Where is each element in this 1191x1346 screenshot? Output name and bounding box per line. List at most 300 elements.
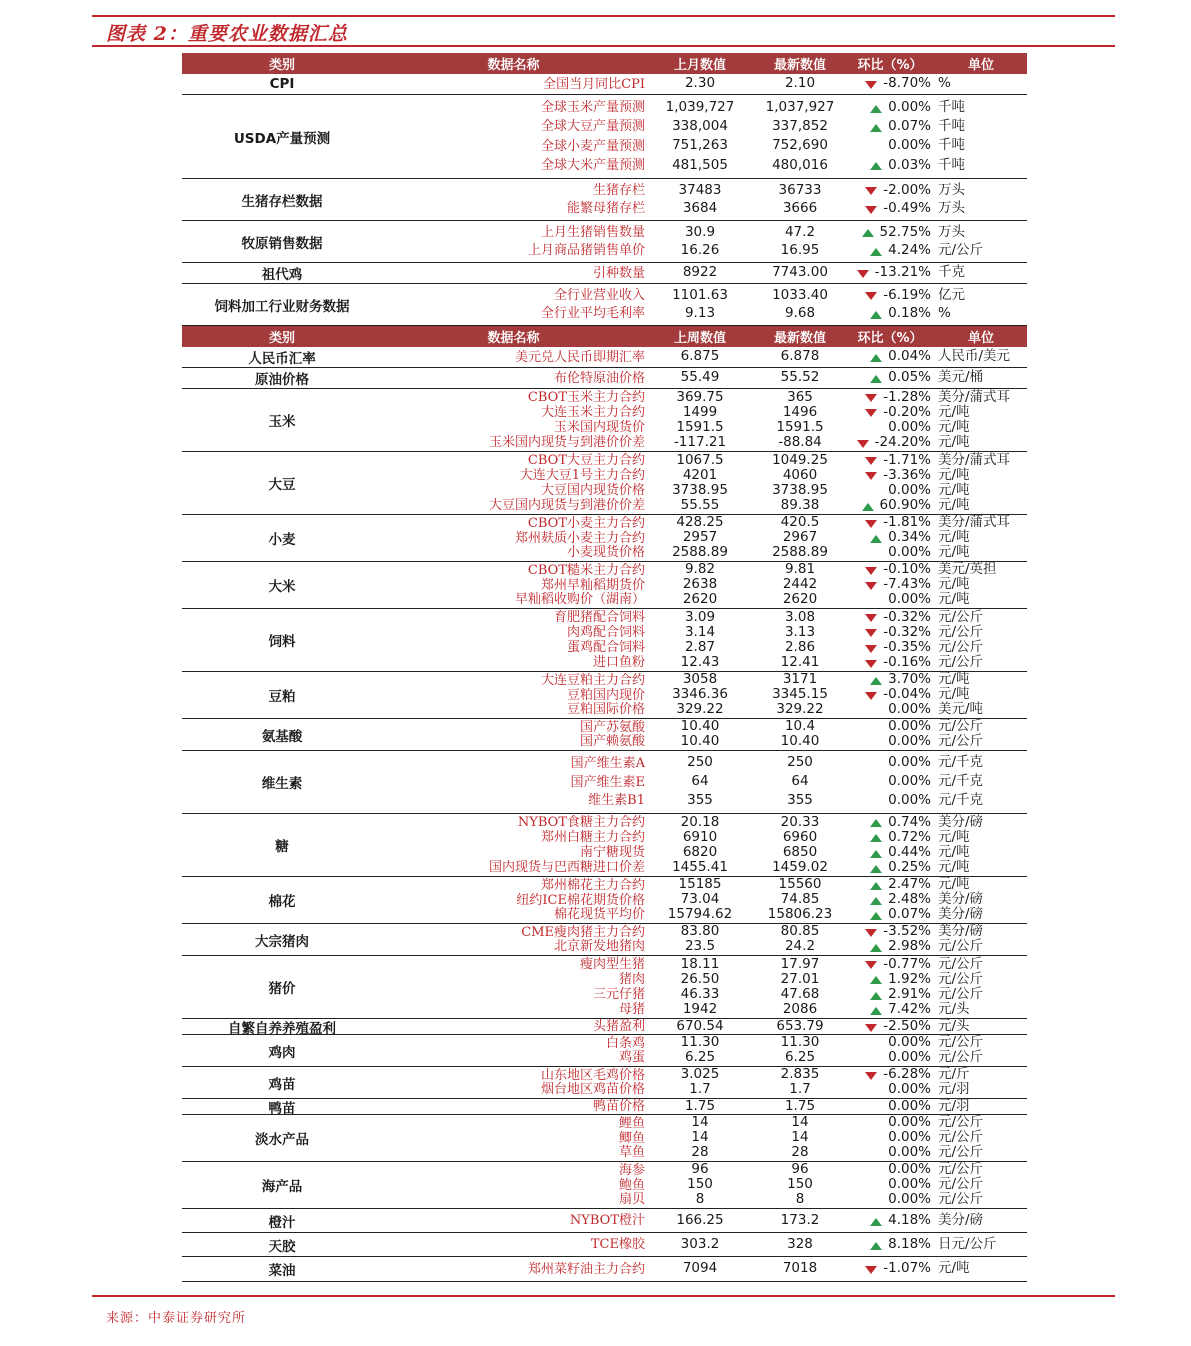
data-name-cell: 三元仔猪 bbox=[592, 987, 645, 1003]
triangle-down-shape bbox=[865, 472, 877, 480]
change-value: -1.71% bbox=[883, 451, 931, 468]
change-value: 0.00% bbox=[888, 1161, 931, 1178]
latest-value-cell: 3666 bbox=[782, 199, 818, 216]
change-cell bbox=[845, 955, 935, 972]
triangle-up-shape bbox=[870, 850, 882, 858]
latest-value-cell: 15560 bbox=[778, 876, 822, 893]
table-row bbox=[382, 451, 1027, 468]
table-row bbox=[382, 653, 1027, 671]
category-label: 天胶 bbox=[268, 1238, 296, 1255]
data-name-cell: 扇贝 bbox=[618, 1192, 645, 1208]
table-row bbox=[382, 893, 1027, 907]
latest-value-cell: 365 bbox=[787, 388, 813, 405]
table-row bbox=[382, 703, 1027, 717]
change-value: -0.04% bbox=[883, 686, 931, 703]
data-name-cell: 郑州菜籽油主力合约 bbox=[527, 1261, 645, 1277]
table-row bbox=[382, 418, 1027, 436]
change-value: 0.00% bbox=[888, 718, 931, 735]
table-row bbox=[382, 638, 1027, 656]
change-value: 0.34% bbox=[888, 529, 931, 546]
unit-cell: 元/公斤 bbox=[938, 733, 984, 750]
previous-value-cell: 2638 bbox=[682, 576, 718, 593]
category-label: 氨基酸 bbox=[261, 728, 303, 745]
unit-cell: 元/公斤 bbox=[938, 1034, 984, 1051]
change-value: -0.10% bbox=[883, 561, 931, 578]
category-group bbox=[182, 347, 1027, 368]
data-name-cell: 国产苏氨酸 bbox=[579, 719, 645, 735]
triangle-down-icon bbox=[865, 658, 879, 668]
change-cell bbox=[845, 266, 935, 280]
latest-value-cell: 1459.02 bbox=[772, 858, 828, 875]
triangle-up-icon bbox=[870, 880, 884, 890]
unit-cell: 元/公斤 bbox=[938, 1114, 984, 1131]
unit-cell: 元/公斤 bbox=[938, 1191, 984, 1208]
table-row bbox=[382, 985, 1027, 1003]
previous-value-cell: 46.33 bbox=[680, 985, 720, 1002]
triangle-up-icon bbox=[870, 1216, 884, 1226]
unit-cell: 元/公斤 bbox=[938, 1161, 984, 1178]
header-previous-value: 上月数值 bbox=[673, 58, 726, 73]
change-cell bbox=[845, 1211, 935, 1228]
previous-value-cell: 55.55 bbox=[680, 496, 720, 513]
triangle-up-icon bbox=[870, 832, 884, 842]
triangle-up-icon bbox=[870, 1005, 884, 1015]
change-cell bbox=[845, 466, 935, 483]
no-change-spacer bbox=[870, 141, 884, 151]
triangle-down-icon bbox=[865, 690, 879, 700]
change-cell bbox=[845, 304, 935, 321]
change-value: -3.36% bbox=[883, 466, 931, 483]
category-group bbox=[182, 1019, 1027, 1035]
table-row bbox=[382, 546, 1027, 560]
change-cell bbox=[845, 813, 935, 830]
change-cell bbox=[845, 735, 935, 749]
table-row bbox=[382, 1211, 1027, 1228]
change-cell bbox=[845, 653, 935, 670]
data-name-cell: CBOT小麦主力合约 bbox=[527, 515, 645, 531]
table-row bbox=[382, 1051, 1027, 1065]
triangle-up-shape bbox=[870, 976, 882, 984]
change-value: 0.00% bbox=[888, 1049, 931, 1066]
triangle-down-shape bbox=[865, 629, 877, 637]
latest-value-cell: 3738.95 bbox=[772, 481, 828, 498]
no-change-spacer bbox=[870, 758, 884, 768]
unit-cell: 美分/磅 bbox=[938, 891, 984, 908]
table-row bbox=[382, 1017, 1027, 1034]
no-change-spacer bbox=[870, 595, 884, 605]
triangle-up-shape bbox=[870, 354, 882, 362]
table-row bbox=[382, 1262, 1027, 1276]
category-label: 大豆 bbox=[268, 477, 296, 493]
latest-value-cell: 16.95 bbox=[780, 241, 820, 258]
agri-data-table bbox=[182, 53, 1027, 1282]
data-name-cell: 郑州早籼稻期货价 bbox=[540, 577, 645, 593]
data-name-cell: 全球小麦产量预测 bbox=[540, 138, 645, 154]
latest-value-cell: 2086 bbox=[782, 1000, 818, 1017]
latest-value-cell: 328 bbox=[787, 1235, 813, 1252]
latest-value-cell: 96 bbox=[791, 1161, 809, 1178]
no-change-spacer bbox=[870, 1053, 884, 1063]
previous-value-cell: 2.30 bbox=[684, 75, 716, 92]
change-cell bbox=[845, 98, 935, 115]
category-label: 小麦 bbox=[268, 532, 296, 548]
change-cell bbox=[845, 908, 935, 922]
previous-value-cell: 1591.5 bbox=[676, 418, 724, 435]
category-label: 饲料 bbox=[268, 634, 296, 650]
triangle-down-shape bbox=[865, 187, 877, 195]
change-cell bbox=[845, 1262, 935, 1276]
table-row bbox=[382, 1193, 1027, 1207]
data-name-cell: 小麦现货价格 bbox=[566, 545, 645, 561]
category-group bbox=[182, 562, 1027, 609]
unit-cell: 元/吨 bbox=[938, 544, 970, 561]
table-row bbox=[382, 304, 1027, 322]
unit-cell: 元/头 bbox=[938, 1017, 970, 1034]
change-value: 52.75% bbox=[879, 223, 931, 240]
data-name-cell: 鲍鱼 bbox=[618, 1177, 645, 1193]
category-group bbox=[182, 751, 1027, 814]
category-label: 鸡苗 bbox=[268, 1076, 296, 1093]
previous-value-cell: 30.9 bbox=[684, 223, 716, 240]
triangle-up-shape bbox=[870, 162, 882, 170]
unit-cell: 美元/吨 bbox=[938, 701, 984, 718]
unit-cell: 美分/蒲式耳 bbox=[938, 388, 1011, 405]
change-value: 0.00% bbox=[888, 773, 931, 790]
table-row bbox=[382, 908, 1027, 922]
unit-cell: 元/公斤 bbox=[938, 1144, 984, 1161]
data-name-cell: 豆粕国内现价 bbox=[566, 687, 645, 703]
category-label: 猪价 bbox=[268, 981, 296, 997]
unit-cell: 元/羽 bbox=[938, 1081, 970, 1098]
triangle-up-shape bbox=[870, 819, 882, 827]
change-cell bbox=[845, 1193, 935, 1207]
triangle-down-shape bbox=[865, 660, 877, 668]
table-row bbox=[382, 241, 1027, 259]
category-group bbox=[182, 814, 1027, 877]
unit-cell: 千吨 bbox=[938, 98, 965, 115]
data-name-cell: 大豆国内现货价格 bbox=[540, 483, 645, 499]
header-change: 环比（%） bbox=[857, 58, 923, 73]
change-cell bbox=[845, 481, 935, 498]
category-label: 原油价格 bbox=[255, 372, 309, 388]
triangle-up-shape bbox=[870, 1007, 882, 1015]
category-label: 糖 bbox=[275, 839, 289, 855]
unit-cell: 元/吨 bbox=[938, 433, 970, 450]
triangle-down-shape bbox=[865, 409, 877, 417]
triangle-down-icon bbox=[865, 1070, 879, 1080]
previous-value-cell: 14 bbox=[691, 1129, 709, 1146]
category-group bbox=[182, 609, 1027, 672]
data-name-cell: 山东地区毛鸡价格 bbox=[540, 1067, 645, 1083]
data-name-cell: CME瘦肉猪主力合约 bbox=[521, 924, 645, 940]
change-value: -1.07% bbox=[883, 1260, 931, 1277]
triangle-down-icon bbox=[865, 1022, 879, 1032]
data-name-cell: 国产维生素E bbox=[570, 774, 645, 790]
change-value: 1.92% bbox=[888, 970, 931, 987]
change-cell bbox=[845, 1163, 935, 1177]
title-top-rule bbox=[92, 15, 1115, 17]
latest-value-cell: 6960 bbox=[782, 828, 818, 845]
data-name-cell: 瘦肉型生猪 bbox=[579, 956, 645, 972]
latest-value-cell: 2588.89 bbox=[772, 544, 828, 561]
table-row bbox=[382, 531, 1027, 545]
title-bottom-rule bbox=[92, 45, 1115, 47]
previous-value-cell: 3738.95 bbox=[672, 481, 728, 498]
triangle-up-icon bbox=[870, 910, 884, 920]
previous-value-cell: 1101.63 bbox=[672, 286, 728, 303]
data-name-cell: 国内现货与巴西糖进口价差 bbox=[488, 860, 645, 876]
unit-cell: 美分/磅 bbox=[938, 923, 984, 940]
triangle-down-icon bbox=[865, 407, 879, 417]
table-row bbox=[382, 156, 1027, 173]
table-row bbox=[382, 286, 1027, 303]
triangle-down-icon bbox=[865, 455, 879, 465]
category-group bbox=[182, 368, 1027, 389]
latest-value-cell: 2442 bbox=[782, 576, 818, 593]
previous-value-cell: 3.09 bbox=[684, 608, 716, 625]
triangle-up-icon bbox=[870, 352, 884, 362]
change-value: 0.00% bbox=[888, 1097, 931, 1114]
latest-value-cell: 20.33 bbox=[780, 813, 820, 830]
unit-cell: 元/公斤 bbox=[938, 1129, 984, 1146]
change-cell bbox=[845, 496, 935, 513]
latest-value-cell: 9.68 bbox=[784, 304, 816, 321]
latest-value-cell: 10.4 bbox=[784, 718, 816, 735]
change-cell bbox=[845, 1116, 935, 1130]
latest-value-cell: 1,037,927 bbox=[765, 98, 835, 115]
table-row bbox=[382, 1131, 1027, 1145]
triangle-up-icon bbox=[870, 863, 884, 873]
category-label: 玉米 bbox=[268, 414, 296, 430]
change-value: 2.91% bbox=[888, 985, 931, 1002]
unit-cell: 日元/公斤 bbox=[938, 1235, 997, 1252]
latest-value-cell: 14 bbox=[791, 1129, 809, 1146]
change-cell bbox=[845, 828, 935, 845]
change-cell bbox=[845, 593, 935, 607]
table-row bbox=[382, 940, 1027, 954]
category-label: 维生素 bbox=[261, 776, 303, 792]
unit-cell: 元/吨 bbox=[938, 529, 970, 546]
triangle-up-icon bbox=[870, 1240, 884, 1250]
unit-cell: 万头 bbox=[938, 181, 965, 198]
previous-value-cell: 3058 bbox=[682, 671, 718, 688]
table-row bbox=[382, 878, 1027, 892]
change-value: 4.18% bbox=[888, 1211, 931, 1228]
previous-value-cell: 64 bbox=[691, 773, 709, 790]
triangle-down-shape bbox=[857, 440, 869, 448]
change-cell bbox=[845, 940, 935, 954]
table-row bbox=[382, 1116, 1027, 1130]
previous-value-cell: 428.25 bbox=[676, 514, 724, 531]
latest-value-cell: 2.10 bbox=[784, 75, 816, 92]
change-cell bbox=[845, 878, 935, 892]
triangle-down-shape bbox=[865, 961, 877, 969]
data-name-cell: 大豆国内现货与到港价价差 bbox=[488, 498, 645, 514]
previous-value-cell: 20.18 bbox=[680, 813, 720, 830]
triangle-up-shape bbox=[870, 105, 882, 113]
latest-value-cell: 6.878 bbox=[780, 348, 820, 365]
unit-cell: 元/吨 bbox=[938, 403, 970, 420]
previous-value-cell: 1.7 bbox=[689, 1081, 711, 1098]
category-group bbox=[182, 1099, 1027, 1115]
table-row bbox=[382, 181, 1027, 198]
latest-value-cell: 14 bbox=[791, 1114, 809, 1131]
category-label: 海产品 bbox=[261, 1179, 303, 1195]
category-label: CPI bbox=[269, 76, 295, 92]
triangle-up-shape bbox=[870, 535, 882, 543]
triangle-up-shape bbox=[870, 1218, 882, 1226]
triangle-down-icon bbox=[865, 612, 879, 622]
category-group bbox=[182, 1209, 1027, 1233]
table-row bbox=[382, 1235, 1027, 1252]
change-value: 0.05% bbox=[888, 369, 931, 386]
previous-value-cell: 10.40 bbox=[680, 733, 720, 750]
triangle-up-icon bbox=[870, 122, 884, 132]
change-value: -2.50% bbox=[883, 1017, 931, 1034]
change-value: -0.49% bbox=[883, 199, 931, 216]
latest-value-cell: 11.30 bbox=[780, 1034, 820, 1051]
previous-value-cell: 9.82 bbox=[684, 561, 716, 578]
change-cell bbox=[845, 1036, 935, 1050]
change-cell bbox=[845, 794, 935, 808]
data-name-cell: CBOT大豆主力合约 bbox=[527, 452, 645, 468]
category-group bbox=[182, 1067, 1027, 1099]
data-name-cell: 海参 bbox=[618, 1162, 645, 1178]
previous-value-cell: 338,004 bbox=[672, 118, 728, 135]
category-label: 人民币汇率 bbox=[248, 351, 316, 367]
category-label: 橙汁 bbox=[268, 1214, 296, 1231]
unit-cell: 元/羽 bbox=[938, 1097, 970, 1114]
table-header-row bbox=[182, 326, 1027, 347]
unit-cell: 元/公斤 bbox=[938, 1049, 984, 1066]
table-row bbox=[382, 608, 1027, 625]
data-name-cell: 全国当月同比CPI bbox=[543, 76, 645, 92]
triangle-up-icon bbox=[870, 373, 884, 383]
latest-value-cell: 64 bbox=[791, 773, 809, 790]
change-cell bbox=[845, 1083, 935, 1097]
category-group bbox=[182, 1162, 1027, 1209]
change-value: 0.00% bbox=[888, 591, 931, 608]
data-name-cell: 草鱼 bbox=[618, 1145, 645, 1161]
table-row bbox=[382, 466, 1027, 483]
latest-value-cell: 3.08 bbox=[784, 608, 816, 625]
no-change-spacer bbox=[870, 1195, 884, 1205]
data-name-cell: 棉花现货平均价 bbox=[553, 907, 645, 923]
triangle-down-shape bbox=[865, 1266, 877, 1274]
data-name-cell: 进口鱼粉 bbox=[592, 655, 645, 671]
change-value: 0.04% bbox=[888, 348, 931, 365]
latest-value-cell: 1.7 bbox=[789, 1081, 811, 1098]
change-cell bbox=[845, 1051, 935, 1065]
unit-cell: 元/吨 bbox=[938, 858, 970, 875]
change-cell bbox=[845, 418, 935, 435]
latest-value-cell: 1591.5 bbox=[776, 418, 824, 435]
no-change-spacer bbox=[870, 796, 884, 806]
latest-value-cell: 8 bbox=[795, 1191, 805, 1208]
data-name-cell: 布伦特原油价格 bbox=[553, 370, 645, 386]
data-name-cell: 玉米国内现货与到港价价差 bbox=[488, 435, 645, 451]
triangle-down-icon bbox=[865, 392, 879, 402]
change-cell bbox=[845, 77, 935, 91]
no-change-spacer bbox=[870, 722, 884, 732]
header-change: 环比（%） bbox=[857, 331, 923, 346]
triangle-up-icon bbox=[870, 309, 884, 319]
previous-value-cell: 481,505 bbox=[672, 156, 728, 173]
table-row bbox=[382, 794, 1027, 808]
no-change-spacer bbox=[870, 1102, 884, 1112]
category-label: 豆粕 bbox=[268, 689, 296, 705]
change-cell bbox=[845, 775, 935, 789]
previous-value-cell: 10.40 bbox=[680, 718, 720, 735]
unit-cell: 美分/蒲式耳 bbox=[938, 514, 1011, 531]
latest-value-cell: 12.41 bbox=[780, 653, 820, 670]
previous-value-cell: 55.49 bbox=[680, 369, 720, 386]
latest-value-cell: 1033.40 bbox=[772, 286, 828, 303]
triangle-down-shape bbox=[865, 929, 877, 937]
data-name-cell: 猪肉 bbox=[618, 971, 645, 987]
change-cell bbox=[845, 1131, 935, 1145]
latest-value-cell: -88.84 bbox=[778, 433, 822, 450]
unit-cell: 元/公斤 bbox=[938, 653, 984, 670]
triangle-down-shape bbox=[857, 270, 869, 278]
data-name-cell: 早籼稻收购价（湖南） bbox=[514, 592, 645, 608]
previous-value-cell: 355 bbox=[687, 792, 713, 809]
previous-value-cell: 6820 bbox=[682, 843, 718, 860]
latest-value-cell: 9.81 bbox=[784, 561, 816, 578]
previous-value-cell: 2588.89 bbox=[672, 544, 728, 561]
change-cell bbox=[845, 199, 935, 216]
category-group bbox=[182, 515, 1027, 562]
change-value: 2.98% bbox=[888, 938, 931, 955]
unit-cell: 元/公斤 bbox=[938, 970, 984, 987]
change-value: -1.81% bbox=[883, 514, 931, 531]
category-label: 生猪存栏数据 bbox=[241, 193, 323, 210]
change-value: -13.21% bbox=[874, 264, 931, 281]
triangle-up-shape bbox=[862, 503, 874, 511]
previous-value-cell: 4201 bbox=[682, 466, 718, 483]
table-header-row bbox=[182, 53, 1027, 74]
change-value: 0.00% bbox=[888, 1191, 931, 1208]
table-row bbox=[382, 843, 1027, 861]
change-cell bbox=[845, 181, 935, 198]
unit-cell: 千吨 bbox=[938, 118, 965, 135]
header-latest-value: 最新数值 bbox=[773, 331, 826, 346]
previous-value-cell: 83.80 bbox=[680, 923, 720, 940]
triangle-down-shape bbox=[865, 567, 877, 575]
previous-value-cell: -117.21 bbox=[673, 433, 727, 450]
data-name-cell: 郑州麸质小麦主力合约 bbox=[514, 530, 645, 546]
unit-cell: 亿元 bbox=[938, 286, 965, 303]
unit-cell: 元/公斤 bbox=[938, 718, 984, 735]
unit-cell: 美分/蒲式耳 bbox=[938, 451, 1011, 468]
previous-value-cell: 670.54 bbox=[676, 1017, 724, 1034]
triangle-down-icon bbox=[865, 470, 879, 480]
no-change-spacer bbox=[870, 737, 884, 747]
table-row bbox=[382, 756, 1027, 770]
data-name-cell: 南宁糖现货 bbox=[579, 845, 645, 861]
previous-value-cell: 2.87 bbox=[684, 638, 716, 655]
unit-cell: 元/吨 bbox=[938, 828, 970, 845]
latest-value-cell: 28 bbox=[791, 1144, 809, 1161]
triangle-up-shape bbox=[870, 124, 882, 132]
latest-value-cell: 3.13 bbox=[784, 623, 816, 640]
unit-cell: 美分/磅 bbox=[938, 1211, 984, 1228]
unit-cell: 元/公斤 bbox=[938, 241, 984, 258]
triangle-down-shape bbox=[865, 520, 877, 528]
latest-value-cell: 480,016 bbox=[772, 156, 828, 173]
unit-cell: 元/吨 bbox=[938, 496, 970, 513]
triangle-down-shape bbox=[865, 206, 877, 214]
